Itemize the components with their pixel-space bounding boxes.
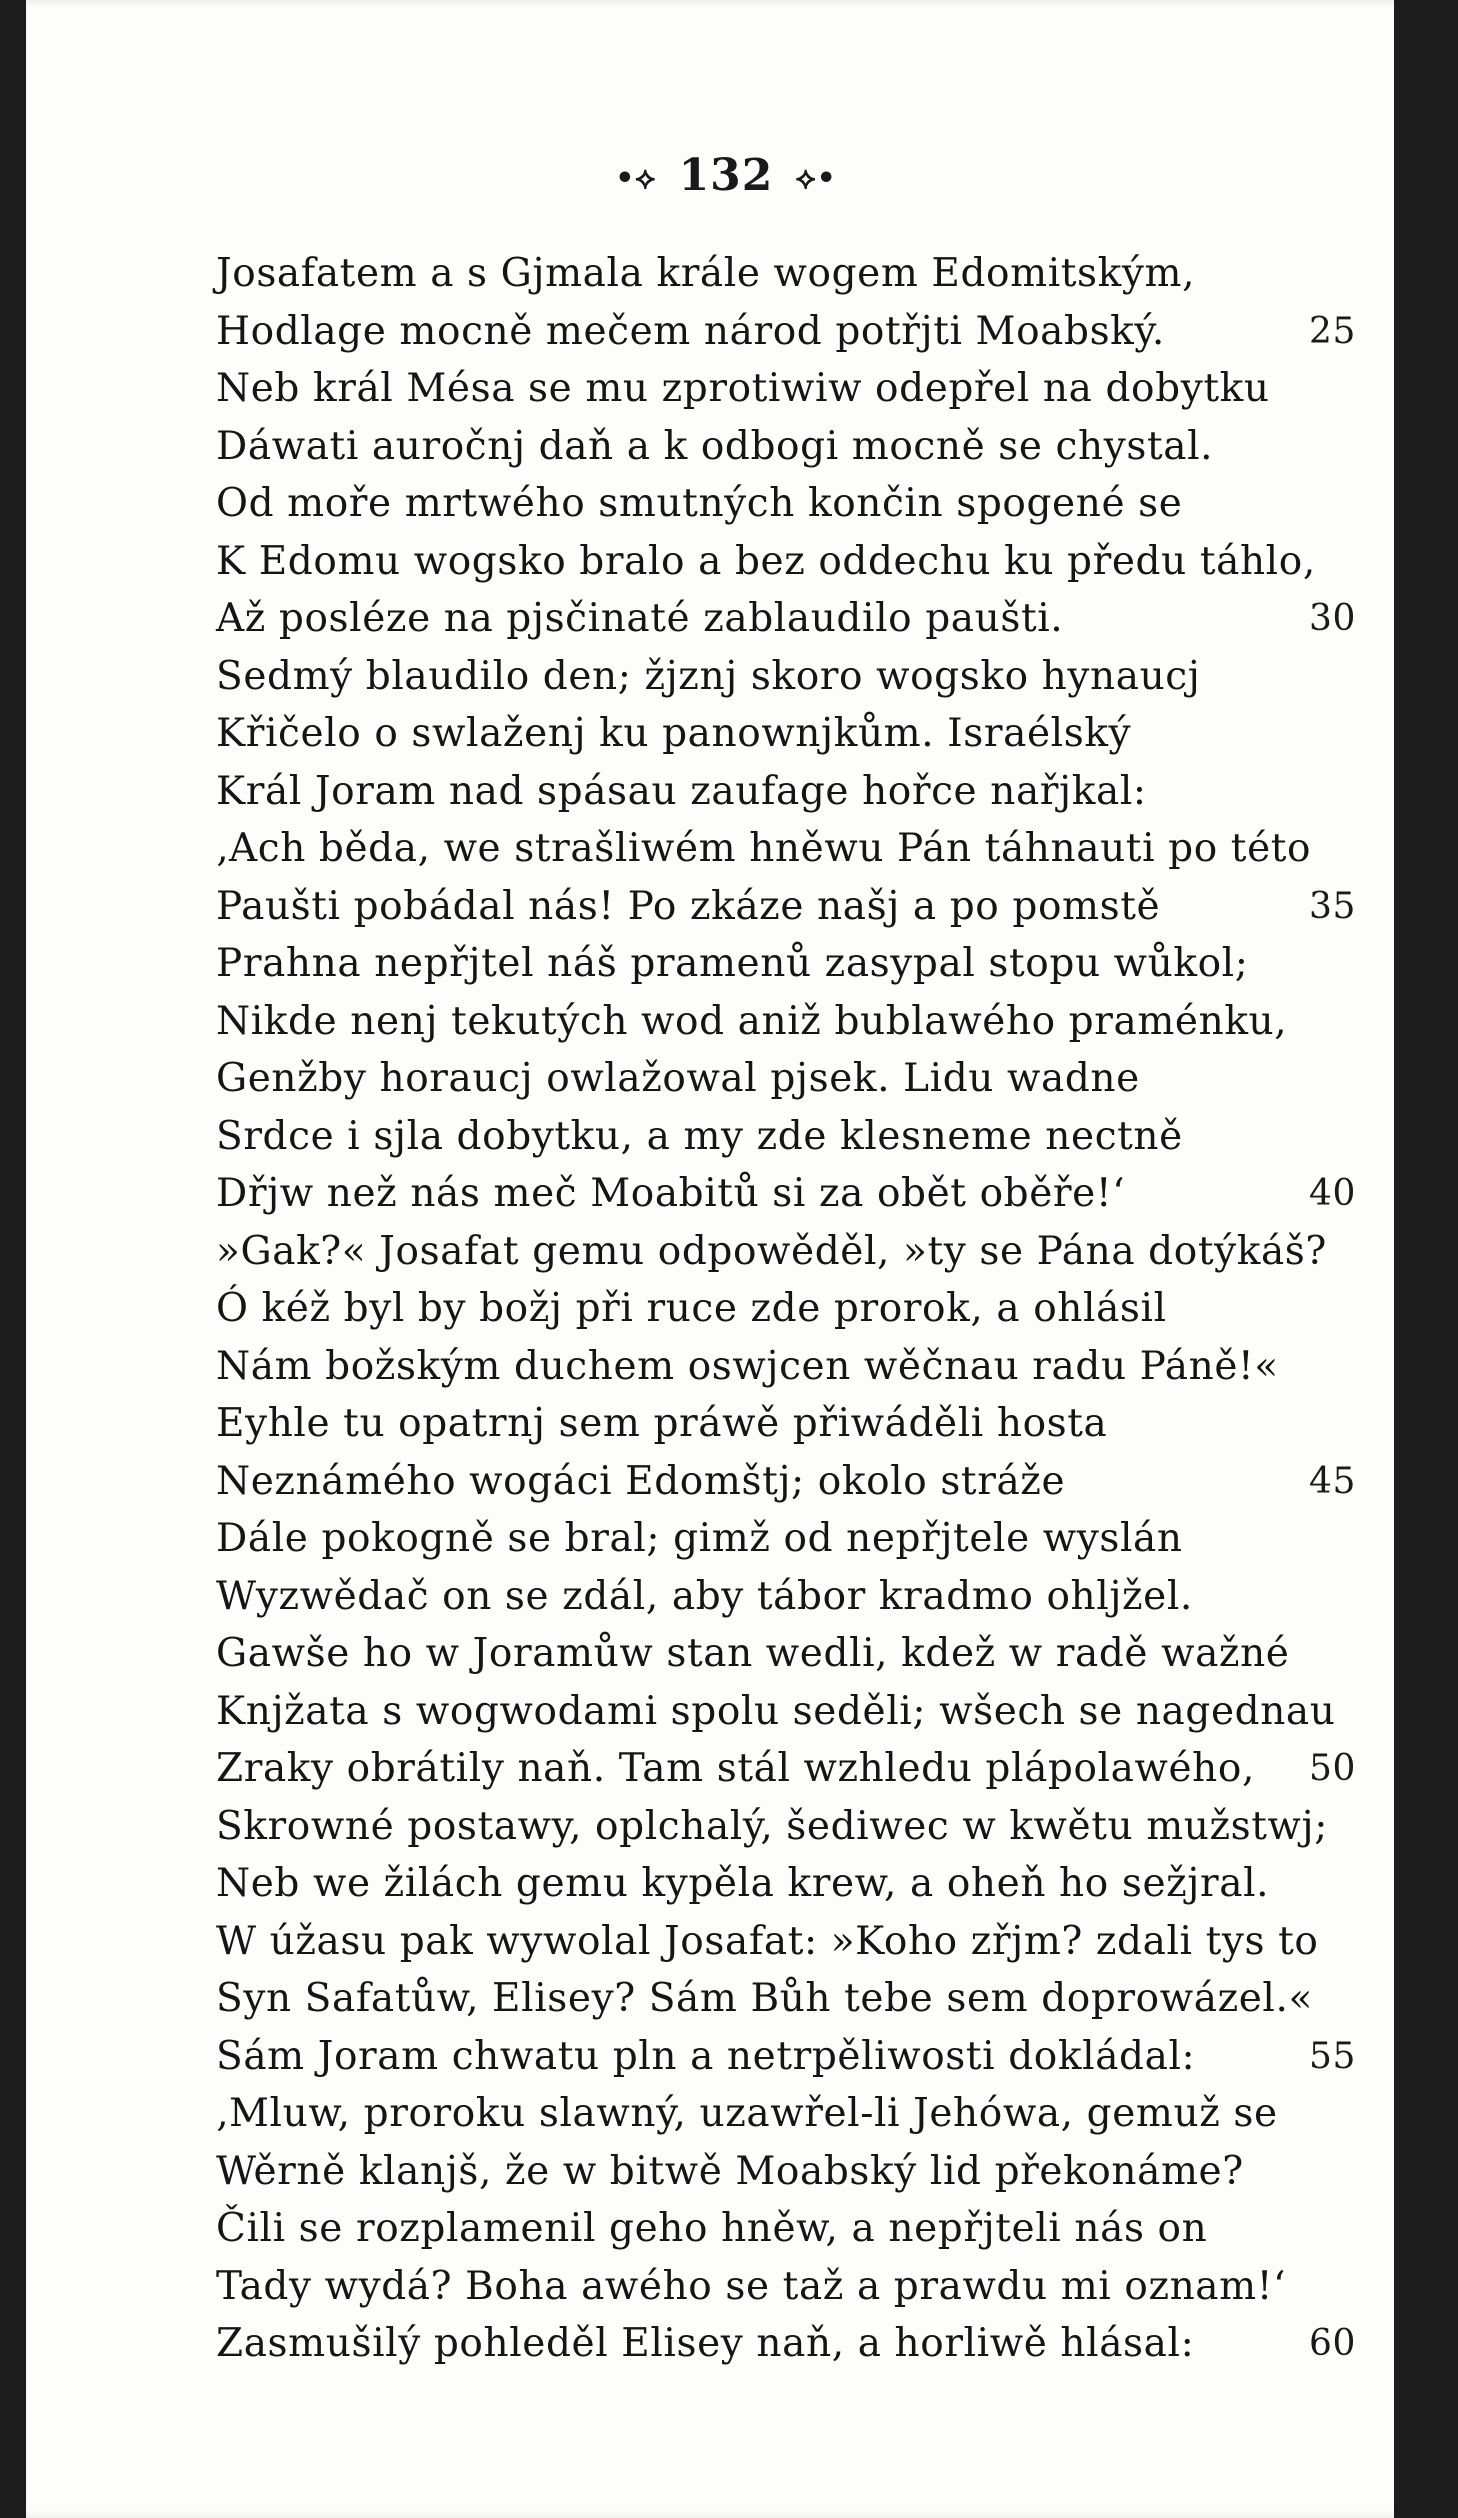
verse-text: Nikde nenj tekutých wod aniž bublawého praménku,	[216, 998, 1288, 1044]
verse-line	[216, 878, 1356, 936]
verse-text: Sám Joram chwatu pln a netrpěliwosti dokládal:	[216, 2033, 1196, 2079]
verse-line	[216, 1855, 1356, 1913]
verse-text: Zasmušilý pohleděl Elisey naň, a horliwě hlásal:	[216, 2321, 1195, 2366]
verse-text: Křičelo o swlaženj ku panownjkům. Israélský	[216, 711, 1132, 756]
verse-text: Wěrně klanjš, že w bitwě Moabský lid překonáme?	[216, 2148, 1244, 2194]
verse-text: Syn Safatůw, Elisey? Sám Bůh tebe sem doprowázel.«	[216, 1976, 1313, 2021]
line-number: 25	[1308, 310, 1356, 352]
verse-text: Tady wydá? Boha awého se taž a prawdu mi oznam!‘	[216, 2263, 1287, 2309]
line-number: 40	[1308, 1173, 1356, 1214]
verse-text: Dřjw než nás meč Moabitů si za obět oběře!‘	[216, 1171, 1126, 1216]
verse-text: Dáwati auročnj daň a k odbogi mocně se chystal.	[216, 423, 1214, 469]
verse-text: Neb král Mésa se mu zprotiwiw odepřel na dobytku	[216, 366, 1270, 411]
verse-line	[216, 418, 1356, 476]
ornament-right: ⟡•	[795, 161, 837, 196]
verse-line	[216, 2315, 1356, 2373]
verse-line	[216, 360, 1356, 418]
verse-text: Zraky obrátily naň. Tam stál wzhledu plápolawého,	[216, 1746, 1255, 1791]
line-number: 35	[1308, 885, 1356, 927]
verse-line	[216, 1913, 1356, 1971]
verse-line	[216, 1740, 1356, 1798]
verse-line	[216, 1223, 1356, 1281]
verse-text: Gawše ho w Joramůw stan wedli, kdež w radě wažné	[216, 1631, 1290, 1676]
verse-text: Od moře mrtwého smutných končin spogené se	[216, 481, 1183, 526]
verse-line	[216, 705, 1356, 763]
verse-line	[216, 648, 1356, 706]
ornament-left: •⟡	[615, 161, 657, 196]
verse-text: ‚Mluw, proroku slawný, uzawřel-li Jehówa, gemuž se	[216, 2091, 1278, 2136]
verse-text: K Edomu wogsko bralo a bez oddechu ku předu táhlo,	[216, 538, 1316, 584]
verse-line	[216, 1338, 1356, 1396]
verse-text: Až posléze na pjsčinaté zablaudilo paušti.	[216, 596, 1064, 641]
verse-line	[216, 1970, 1356, 2028]
verse-text: Paušti pobádal nás! Po zkáze našj a po pomstě	[216, 883, 1161, 929]
verse-text: Ó kéž byl by božj při ruce zde prorok, a ohlásil	[216, 1286, 1167, 1331]
line-number: 55	[1308, 2035, 1356, 2077]
verse-line	[216, 245, 1356, 303]
verse-line	[216, 590, 1356, 648]
verse-line	[216, 993, 1356, 1051]
verse-line	[216, 1108, 1356, 1166]
line-number: 30	[1308, 598, 1356, 639]
verse-text: Eyhle tu opatrnj sem práwě přiwáděli hosta	[216, 1401, 1108, 1446]
verse-line	[216, 533, 1356, 591]
verse-line	[216, 1395, 1356, 1453]
verse-line	[216, 1683, 1356, 1741]
verse-text: W úžasu pak wywolal Josafat: »Koho zřjm? zdali tys to	[216, 1918, 1319, 1964]
verse-line	[216, 1510, 1356, 1568]
verse-line	[216, 2143, 1356, 2201]
verse-line	[216, 2258, 1356, 2316]
verse-line	[216, 1453, 1356, 1511]
poem-text	[216, 245, 1356, 2373]
verse-text: Prahna nepřjtel náš pramenů zasypal stopu wůkol;	[216, 941, 1249, 986]
verse-line	[216, 1625, 1356, 1683]
verse-line	[216, 820, 1356, 878]
verse-line	[216, 475, 1356, 533]
verse-text: Sedmý blaudilo den; žjznj skoro wogsko hynaucj	[216, 653, 1201, 699]
verse-text: Neznámého wogáci Edomštj; okolo stráže	[216, 1458, 1066, 1504]
verse-text: »Gak?« Josafat gemu odpowěděl, »ty se Pána dotýkáš?	[216, 1228, 1327, 1274]
verse-text: Genžby horaucj owlažowal pjsek. Lidu wadne	[216, 1056, 1140, 1101]
verse-text: Srdce i sjla dobytku, a my zde klesneme nectně	[216, 1113, 1183, 1159]
verse-text: Dále pokogně se bral; gimž od nepřjtele wyslán	[216, 1516, 1183, 1561]
line-number: 50	[1308, 1748, 1356, 1789]
book-page	[26, 0, 1426, 2518]
verse-text: Nám božským duchem oswjcen wěčnau radu Páně!«	[216, 1343, 1279, 1389]
line-number: 45	[1308, 1460, 1356, 1502]
verse-line	[216, 1798, 1356, 1856]
verse-text: Wyzwědač on se zdál, aby tábor kradmo ohljžel.	[216, 1573, 1193, 1619]
verse-text: Hodlage mocně mečem národ potřjti Moabský.	[216, 308, 1165, 354]
verse-line	[216, 2085, 1356, 2143]
verse-text: Král Joram nad spásau zaufage hořce nařjkal:	[216, 768, 1147, 814]
verse-text: Neb we žilách gemu kypěla krew, a oheň ho sežjral.	[216, 1861, 1270, 1906]
verse-line	[216, 1165, 1356, 1223]
page-header	[26, 150, 1426, 201]
verse-line	[216, 1280, 1356, 1338]
verse-text: Skrowné postawy, oplchalý, šediwec w kwětu mužstwj;	[216, 1803, 1328, 1849]
verse-line	[216, 1568, 1356, 1626]
verse-text: Knjžata s wogwodami spolu seděli; wšech se nagednau	[216, 1688, 1336, 1734]
verse-text: Čili se rozplamenil geho hněw, a nepřjteli nás on	[216, 2206, 1208, 2251]
verse-line	[216, 1050, 1356, 1108]
line-number: 60	[1308, 2323, 1356, 2364]
verse-text: ‚Ach běda, we strašliwém hněwu Pán táhnauti po této	[216, 826, 1312, 871]
verse-line	[216, 303, 1356, 361]
page-number: 132	[678, 150, 774, 201]
verse-line	[216, 2200, 1356, 2258]
verse-line	[216, 935, 1356, 993]
page-edge	[1394, 0, 1426, 2518]
verse-line	[216, 2028, 1356, 2086]
verse-line	[216, 763, 1356, 821]
verse-text: Josafatem a s Gjmala krále wogem Edomitským,	[216, 251, 1196, 296]
